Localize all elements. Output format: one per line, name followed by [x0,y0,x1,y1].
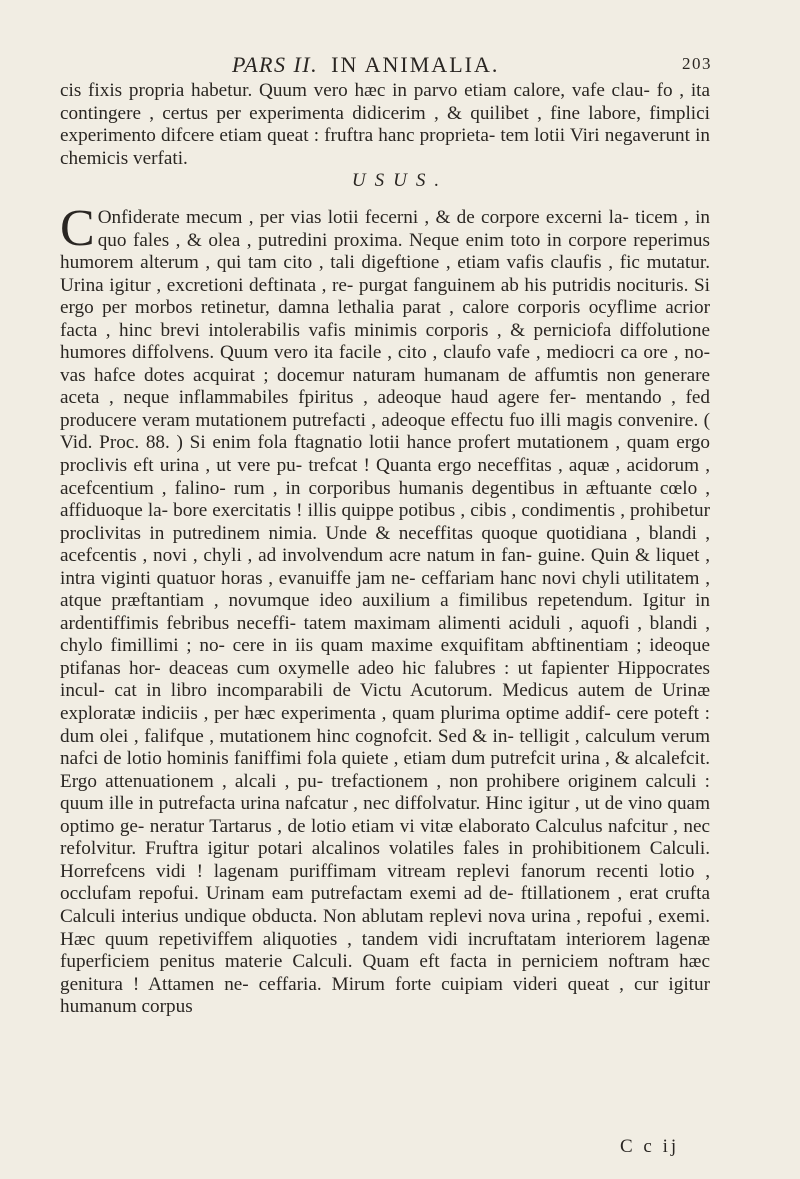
section-heading: USUS. [351,170,449,191]
page-number: 203 [682,54,712,73]
intro-paragraph [60,80,710,170]
running-title: PARS II. [232,52,319,77]
main-paragraph [60,200,710,1019]
running-section: IN ANIMALIA. [331,52,500,77]
intro-text: cis fixis propria habetur. Quum vero hæc in parvo etiam calore, vafe clau- fo , ita contingere , certus per experimenta didicerim , & quilibet , fine labore, fimplici experimento difcere etiam queat : fruftra hanc proprieta- tem lotii Viri negaverunt in chemicis verfati. [60,80,710,169]
signature-mark: C c ij [620,1136,680,1157]
drop-cap: C [60,200,95,257]
body-text: Onfiderate mecum , per vias lotii fecerni , & de corpore excerni la- ticem , in quo fales , & olea , putredini proxima. Neque enim toto in corpore reperimus humorem alterum , qui tam cito , tali digeftione , etiam vafis claufis , fic mutatur. Urina igitur , excretioni deftinata , re- purgat fanguinem ab his putridis nocituris. Si ergo per morbos retinetur, damna lethalia parat , calore corporis ocyflime acrior facta , hinc brevi intolerabilis vafis minimis corporis , & perniciofa diffolutione humores diffolvens. Quum vero ita facile , cito , claufo vafe , mediocri ca ore , no- vas hafce dotes acquirat ; docemur naturam humanam de affumtis non generare aceta , neque inflammabiles fpiritus , adeoque haud agere fer- mentando , fed producere veram mutationem putrefacti , adeoque effectu fuo illi magis convenire. ( Vid. Proc. 88. ) Si enim fola ftagnatio lotii hance profert mutationem , quam ergo proclivis eft urina , ut vere pu- trefcat ! Quanta ergo neceffitas , aquæ , acidorum , acefcentium , falino- rum , in corporibus humanis degentibus in æftuante cœlo , affiduoque la- bore exercitatis ! illis quippe potibus , cibis , condimentis , prohibetur proclivitas in putredinem nimia. Unde & neceffitas quoque quotidiana , blandi , acefcentis , novi , chyli , ad involvendum acre natum in fan- guine. Quin & liquet , intra viginti quatuor horas , evanuiffe jam ne- ceffariam hanc novi chyli utilitatem , atque præftantiam , novumque ideo auxilium a fimilibus repetendum. Igitur in ardentiffimis febribus neceffi- tatem maximam alimenti aciduli , aquofi , blandi , chylo fimillimi ; no- cere in iis quam maxime exquifitam abftinentiam ; ideoque ptifanas hor- deaceas cum oxymelle adeo hic falubres : ut fapienter Hippocrates incul- cat in libro incomparabili de Victu Acutorum. Medicus autem de Urinæ exploratæ indiciis , per hæc experimenta , quam plurima optime addif- cere poteft : dum olei , falifque , mutationem hinc cognofcit. Sed & in- telligit , calculum verum nafci de lotio hominis faniffimi fola quiete , etiam dum putrefcit urina , & alcalefcit. Ergo attenuationem , alcali , pu- trefactionem , non prohibere originem calculi : quum ille in putrefacta urina nafcatur , nec diffolvatur. Hinc igitur , ut de vino quam optimo ge- neratur Tartarus , de lotio etiam vi vitæ elaborato Calculus nafcitur , nec refolvitur. Fruftra igitur potari alcalinos volatiles fales in prohibitionem Calculi. Horrefcens vidi ! lagenam puriffimam vitream replevi fanorum recenti lotio , occlufam repofui. Urinam eam putrefactam exemi ad de- ftillationem , erat crufta Calculi interius undique obducta. Non ablutam replevi nova urina , repofui , exemi. Hæc quum repetiviffem aliquoties , tandem vidi incruftatam interiorem lagenæ fuperficiem penitus materie Calculi. Quam eft facta in perniciem noftram hæc genitura ! Attamen ne- ceffaria. Mirum forte cuipiam videri queat , cur igitur humanum corpus [60,207,710,1018]
running-header [232,52,712,78]
